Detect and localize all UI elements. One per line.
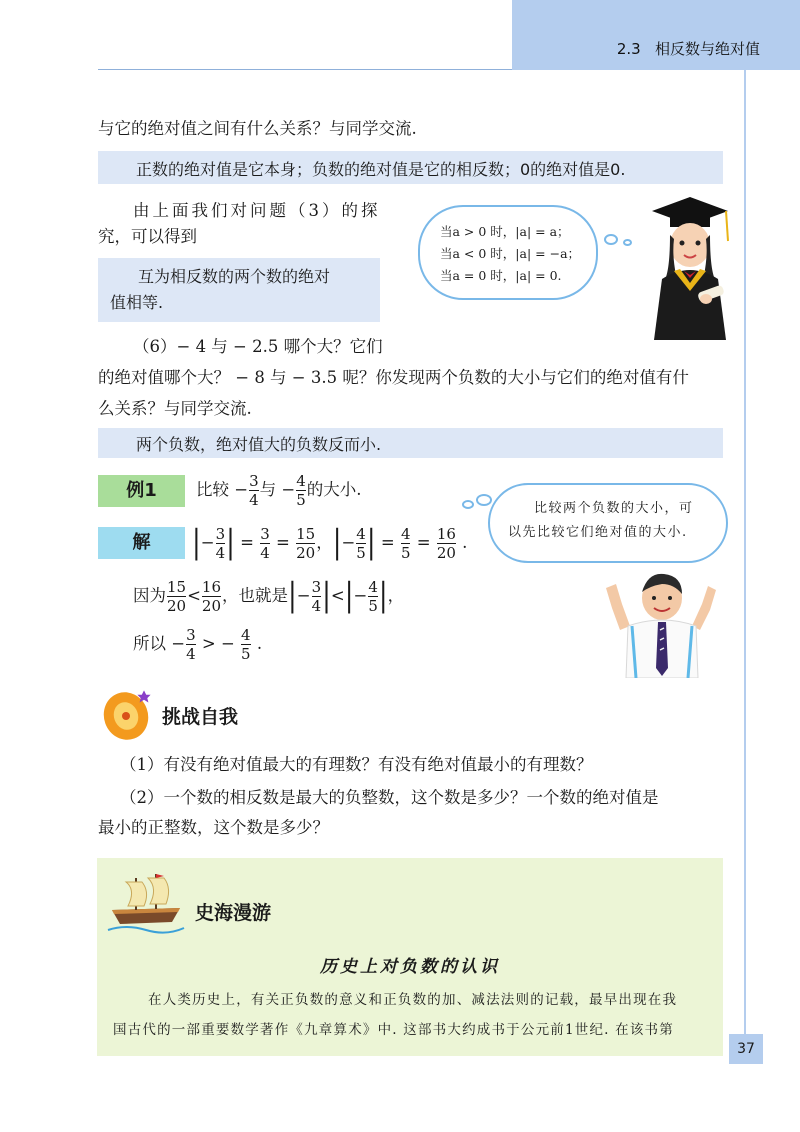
rule-absolute-value: 正数的绝对值是它本身；负数的绝对值是它的相反数；0的绝对值是0. xyxy=(98,151,723,184)
section-title xyxy=(512,38,760,59)
rule2-line1: 互为相反数的两个数的绝对 xyxy=(138,267,331,286)
example-statement xyxy=(196,466,362,514)
orange-disc-icon xyxy=(100,686,156,742)
q6-line2: 的绝对值哪个大？ − 8 与 − 3.5 呢？你发现两个负数的大小与它们的绝对值有什 xyxy=(98,368,689,387)
thought2-line1: 比较两个负数的大小，可 xyxy=(534,501,694,516)
thought-line-negative: 当a < 0 时，|a| = −a； xyxy=(440,246,581,261)
challenge-heading: 挑战自我 xyxy=(162,706,239,728)
page-number: 37 xyxy=(729,1034,763,1064)
challenge-q1: （1）有没有绝对值最大的有理数？有没有绝对值最小的有理数？ xyxy=(120,755,593,774)
thought-dot xyxy=(462,500,474,509)
fraction-4-5: $\frac{4}{5}$ xyxy=(296,471,306,509)
challenge-q2-line2: 最小的正整数，这个数是多少？ xyxy=(98,818,329,837)
history-heading: 史海漫游 xyxy=(195,902,272,924)
thought-line-positive: 当a > 0 时，|a| = a； xyxy=(440,224,570,239)
q6-line3: 么关系？与同学交流. xyxy=(98,399,252,418)
thought-bubble-compare xyxy=(488,483,728,563)
example-text-mid: 与 − xyxy=(259,480,296,499)
margin-rule xyxy=(744,70,746,1045)
thought-dot xyxy=(623,239,632,246)
example-label: 例1 xyxy=(98,475,185,507)
graduate-girl-illustration xyxy=(640,195,740,340)
thought-dot xyxy=(604,234,618,245)
header-rule xyxy=(98,69,512,70)
section-name: 相反数与绝对值 xyxy=(654,40,760,58)
rule-negative-compare: 两个负数，绝对值大的负数反而小. xyxy=(98,428,723,458)
rule2-line2: 值相等. xyxy=(110,293,164,312)
section-number: 2.3 xyxy=(616,40,641,58)
q6-line1: （6）− 4 与 − 2.5 哪个大？它们 xyxy=(133,337,383,356)
thought-dot xyxy=(476,494,492,506)
solution-label: 解 xyxy=(98,527,185,559)
solution-equation: | − $\frac{3}{4}$ | = $\frac{3}{4}$ = $\frac{15}{20}$ ， | − $\frac{4}{5}$ | = $\frac{4}{5}$ = $\frac{16}{20}$ . xyxy=(192,524,468,562)
history-line1: 在人类历史上，有关正负数的意义和正负数的加、减法法则的记载，最早出现在我 xyxy=(148,992,678,1008)
thought-line-zero: 当a = 0 时，|a| = 0. xyxy=(440,268,562,283)
history-title: 历史上对负数的认识 xyxy=(320,957,500,977)
history-line2: 国古代的一部重要数学著作《九章算术》中. 这部书大约成书于公元前1世纪. 在该书第 xyxy=(113,1022,674,1038)
sailing-ship-icon xyxy=(106,872,186,934)
solution-conclusion: 所以 − $\frac{3}{4}$ > − $\frac{4}{5}$ . xyxy=(133,625,263,663)
fraction-3-4: $\frac{3}{4}$ xyxy=(249,471,259,509)
intro-line: 与它的绝对值之间有什么关系？与同学交流. xyxy=(98,119,417,138)
rule-opposite-equal xyxy=(98,258,380,322)
challenge-q2-line1: （2）一个数的相反数是最大的负整数，这个数是多少？一个数的绝对值是 xyxy=(120,788,659,807)
boy-waving-illustration xyxy=(598,568,728,678)
header-tab xyxy=(512,0,800,70)
thought-bubble-absolute xyxy=(418,205,598,300)
example-text-post: 的大小. xyxy=(306,480,362,499)
q3-line1: 由上面我们对问题（3）的探 xyxy=(133,201,381,220)
thought2-line2: 以先比较它们绝对值的大小. xyxy=(508,525,688,540)
q3-line2: 究，可以得到 xyxy=(98,227,197,246)
solution-because: 因为 $\frac{15}{20}$ < $\frac{16}{20}$ ，也就是 | − $\frac{3}{4}$ | < | − $\frac{4}{5}$ | ， xyxy=(133,577,405,615)
example-text-pre: 比较 − xyxy=(196,480,249,499)
